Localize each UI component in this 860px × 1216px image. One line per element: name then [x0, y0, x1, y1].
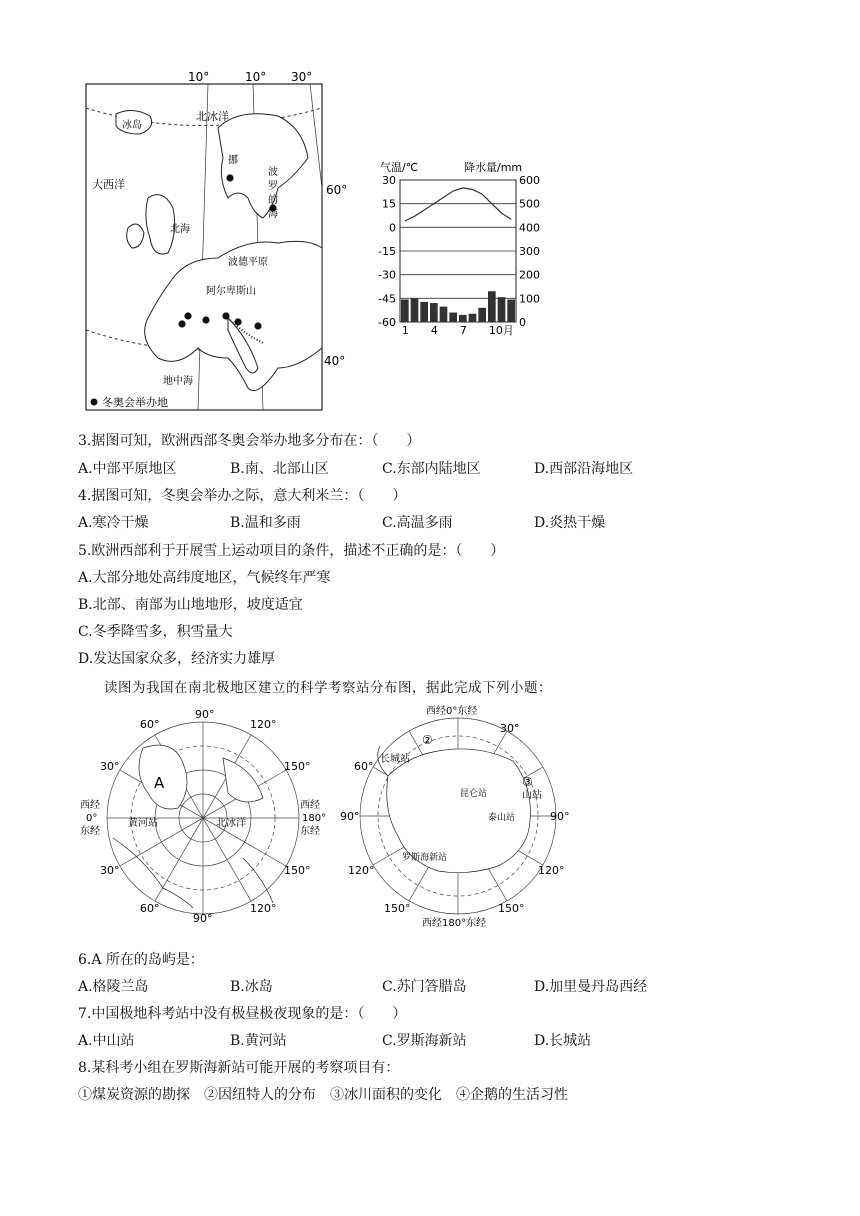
q7-option-d[interactable]: D.长城站: [534, 1033, 592, 1049]
q4-option-a[interactable]: A.寒冷干燥: [78, 515, 149, 531]
temp-axis-label: 气温/℃: [380, 161, 419, 174]
svg-text:150°: 150°: [284, 864, 311, 877]
precip-bar: [469, 314, 477, 322]
q6-option-d[interactable]: D.加里曼丹岛西经: [534, 979, 648, 995]
precip-bar: [459, 315, 467, 322]
precip-tick-label: 100: [519, 292, 540, 306]
place-label: 北海: [170, 224, 190, 235]
q7-option-c[interactable]: C.罗斯海新站: [382, 1033, 467, 1049]
svg-text:②: ②: [422, 733, 433, 747]
x-tick-label: 1: [401, 324, 409, 337]
station-shanzhan: 山站: [522, 790, 542, 801]
svg-text:90°: 90°: [195, 708, 215, 721]
temp-tick-label: 30: [382, 174, 396, 187]
svg-text:90°: 90°: [550, 810, 570, 823]
q5-option-b[interactable]: B.北部、南部为山地地形，坡度适宜: [78, 597, 303, 613]
precip-tick-label: 200: [519, 268, 540, 282]
svg-text:0°: 0°: [86, 813, 98, 824]
place-label: 波德平原: [228, 257, 268, 268]
place-label: 大西洋: [92, 178, 125, 191]
svg-text:120°: 120°: [348, 864, 375, 877]
svg-text:西经: 西经: [80, 800, 100, 811]
svg-text:90°: 90°: [193, 912, 213, 925]
precip-tick-label: 400: [519, 221, 540, 235]
station-kunlun: 昆仑站: [460, 789, 488, 799]
section-intro: 读图为我国在南北极地区建立的科学考察站分布图，据此完成下列小题：: [104, 680, 552, 696]
place-label: 海: [268, 209, 278, 220]
svg-text:东经: 东经: [80, 826, 100, 837]
q3-stem: 3.据图可知，欧洲西部冬奥会举办地多分布在：（ ）: [78, 433, 421, 449]
x-tick-label: 7: [459, 324, 467, 337]
precip-bar: [449, 313, 457, 322]
station-luosihai: 罗斯海新站: [402, 853, 448, 863]
svg-text:90°: 90°: [340, 810, 360, 823]
label-a: A: [154, 774, 165, 792]
svg-text:120°: 120°: [538, 864, 565, 877]
north-polar-map: [78, 706, 328, 926]
svg-text:60°: 60°: [354, 760, 374, 773]
q5-option-c[interactable]: C.冬季降雪多，积雪量大: [78, 624, 233, 640]
station-changcheng: 长城站: [380, 754, 410, 765]
q4-option-c[interactable]: C.高温多雨: [382, 515, 453, 531]
svg-text:西经180°东经: 西经180°东经: [422, 918, 487, 929]
lon-label: 10°: [245, 70, 267, 84]
precip-bar: [478, 308, 486, 322]
svg-text:150°: 150°: [498, 902, 525, 915]
svg-text:西经: 西经: [300, 800, 320, 811]
temp-tick-label: -45: [378, 292, 396, 306]
x-tick-label: 10月: [488, 324, 514, 337]
place-label: 波: [268, 167, 278, 178]
svg-text:30°: 30°: [100, 760, 120, 773]
svg-text:150°: 150°: [284, 760, 311, 773]
temp-tick-label: 15: [382, 197, 396, 211]
svg-text:30°: 30°: [100, 864, 120, 877]
q6-option-a[interactable]: A.格陵兰岛: [78, 979, 149, 995]
q7-stem: 7.中国极地科考站中没有极昼极夜现象的是：（ ）: [78, 1006, 407, 1022]
q7-option-a[interactable]: A.中山站: [78, 1033, 135, 1049]
svg-text:60°: 60°: [140, 718, 160, 731]
lon-label: 30°: [291, 70, 313, 84]
place-label: 地中海: [163, 376, 193, 387]
q5-option-d[interactable]: D.发达国家众多，经济实力雄厚: [78, 651, 276, 667]
lon-label: 10°: [188, 70, 210, 84]
europe-map: [78, 68, 368, 418]
q3-option-b[interactable]: B.南、北部山区: [230, 461, 329, 477]
svg-text:③: ③: [522, 775, 533, 789]
svg-text:120°: 120°: [250, 718, 277, 731]
station-huanghe: 黄河站: [128, 818, 158, 829]
precip-tick-label: 600: [519, 174, 540, 187]
ocean-label: 北冰洋: [216, 818, 246, 829]
q3-option-a[interactable]: A.中部平原地区: [78, 461, 177, 477]
precip-bar: [440, 307, 448, 322]
place-label: 阿尔卑斯山: [206, 286, 256, 297]
precip-bar: [411, 298, 419, 322]
lat-label: 40°: [324, 354, 346, 368]
precip-bar: [498, 297, 506, 322]
svg-text:150°: 150°: [384, 902, 411, 915]
q8-stem: 8.某科考小组在罗斯海新站可能开展的考察项目有：: [78, 1060, 400, 1076]
lat-label: 60°: [326, 183, 348, 197]
q5-stem: 5.欧洲西部利于开展雪上运动项目的条件，描述不正确的是：（ ）: [78, 543, 505, 559]
svg-text:西经0°东经: 西经0°东经: [426, 706, 478, 717]
temp-tick-label: -60: [378, 316, 396, 329]
q6-stem: 6.A 所在的岛屿是：: [78, 952, 204, 968]
precip-bar: [507, 300, 515, 322]
q4-stem: 4.据图可知，冬奥会举办之际，意大利米兰：（ ）: [78, 488, 407, 504]
q4-option-b[interactable]: B.温和多雨: [230, 515, 301, 531]
place-label: 罗: [268, 181, 278, 192]
station-taishan: 泰山站: [488, 813, 516, 823]
svg-text:东经: 东经: [300, 826, 320, 837]
precip-bar: [401, 300, 409, 322]
climate-chart: [368, 158, 550, 338]
temp-tick-label: -15: [378, 245, 396, 258]
q8-items: ①煤炭资源的勘探 ②因纽特人的分布 ③冰川面积的变化 ④企鹅的生活习性: [78, 1087, 568, 1103]
precip-bar: [420, 302, 428, 322]
q5-option-a[interactable]: A.大部分地处高纬度地区，气候终年严寒: [78, 570, 331, 586]
precip-tick-label: 0: [519, 316, 526, 329]
precip-tick-label: 300: [519, 245, 540, 258]
temp-tick-label: 0: [389, 221, 396, 235]
precip-bar: [488, 291, 496, 322]
temp-line: [405, 188, 511, 221]
q6-option-b[interactable]: B.冰岛: [230, 979, 273, 995]
svg-text:30°: 30°: [500, 722, 520, 735]
precip-tick-label: 500: [519, 197, 540, 211]
place-label: 挪: [228, 155, 238, 166]
q4-option-d[interactable]: D.炎热干燥: [534, 515, 606, 531]
x-tick-label: 4: [430, 324, 438, 337]
precip-axis-label: 降水量/mm: [464, 161, 523, 174]
svg-text:60°: 60°: [140, 902, 160, 915]
q6-option-c[interactable]: C.苏门答腊岛: [382, 979, 467, 995]
svg-text:180°: 180°: [302, 813, 327, 824]
svg-text:120°: 120°: [250, 902, 277, 915]
q3-option-d[interactable]: D.西部沿海地区: [534, 461, 634, 477]
south-polar-map: [338, 700, 578, 930]
q7-option-b[interactable]: B.黄河站: [230, 1033, 287, 1049]
temp-tick-label: -30: [378, 268, 396, 282]
place-label: 冰岛: [122, 120, 142, 131]
place-label: 的: [268, 195, 278, 206]
q3-option-c[interactable]: C.东部内陆地区: [382, 461, 481, 477]
precip-bar: [430, 303, 438, 322]
place-label: 北冰洋: [196, 110, 229, 123]
legend-label: 冬奥会举办地: [102, 396, 168, 409]
